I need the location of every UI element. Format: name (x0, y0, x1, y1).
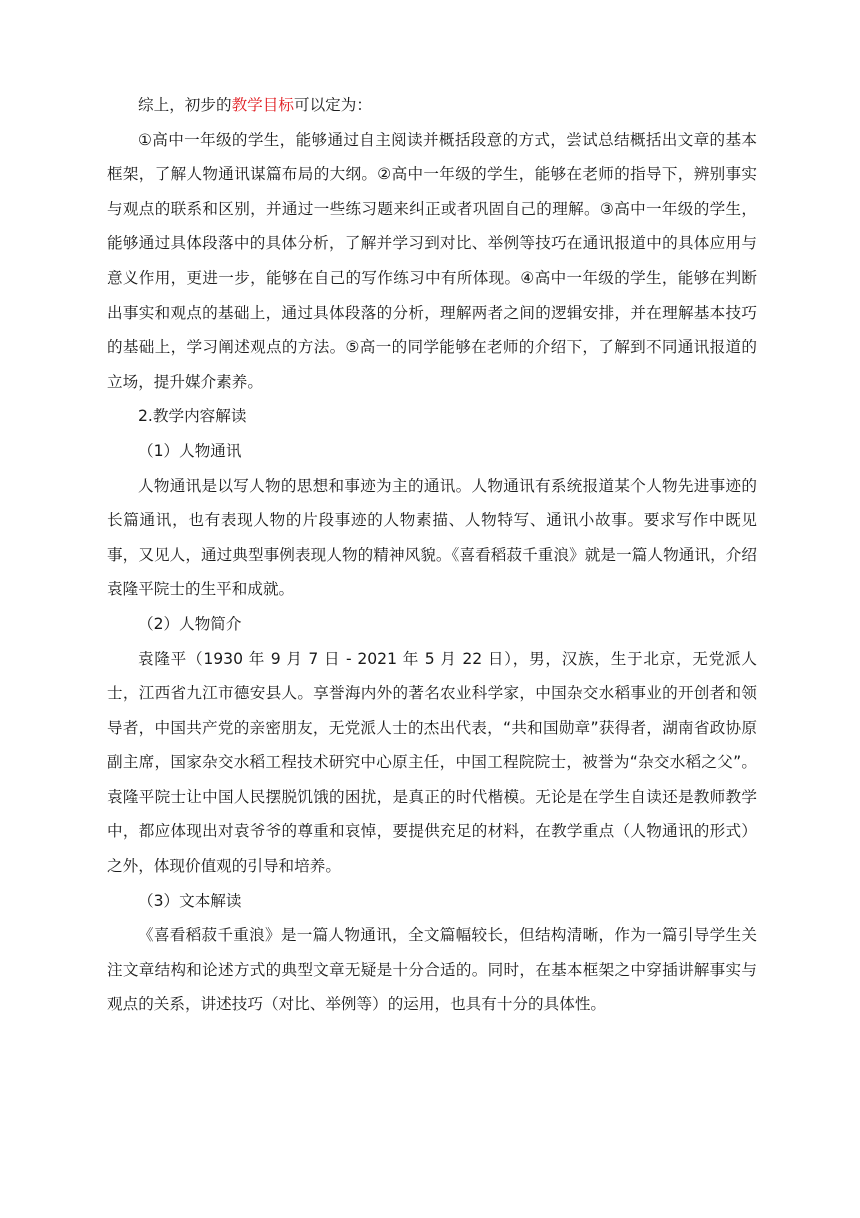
subsection-body-1: 人物通讯是以写人物的思想和事迹为主的通讯。人物通讯有系统报道某个人物先进事迹的长篇通讯，也有表现人物的片段事迹的人物素描、人物特写、通讯小故事。要求写作中既见事，又见人，通过典型事例表现人物的精神风貌。《喜看稻菽千重浪》就是一篇人物通讯，介绍袁隆平院士的生平和成就。 (107, 476, 757, 599)
subsection-body-3: 《喜看稻菽千重浪》是一篇人物通讯，全文篇幅较长，但结构清晰，作为一篇引导学生关注文章结构和论述方式的典型文章无疑是十分合适的。同时，在基本框架之中穿插讲解事实与观点的关系，讲述技巧（对比、举例等）的运用，也具有十分的具体性。 (107, 926, 757, 1014)
document-page (107, 88, 757, 1022)
goals-paragraph: ①高中一年级的学生，能够通过自主阅读并概括段意的方式，尝试总结概括出文章的基本框架，了解人物通讯谋篇布局的大纲。②高中一年级的学生，能够在老师的指导下，辨别事实与观点的联系和区别，并通过一些练习题来纠正或者巩固自己的理解。③高中一年级的学生，能够通过具体段落中的具体分析，了解并学习到对比、举例等技巧在通讯报道中的具体应用与意义作用，更进一步，能够在自己的写作练习中有所体现。④高中一年级的学生，能够在判断出事实和观点的基础上，通过具体段落的分析，理解两者之间的逻辑安排，并在理解基本技巧的基础上，学习阐述观点的方法。⑤高一的同学能够在老师的介绍下，了解到不同通讯报道的立场，提升媒介素养。 (107, 130, 757, 391)
subsection-body-2: 袁隆平（1930 年 9 月 7 日 - 2021 年 5 月 22 日），男，汉族，生于北京，无党派人士，江西省九江市德安县人。享誉海内外的著名农业科学家，中国杂交水稻事业的开创者和领导者，中国共产党的亲密朋友，无党派人士的杰出代表，“共和国勋章”获得者，湖南省政协原副主席，国家杂交水稻工程技术研究中心原主任，中国工程院院士，被誉为“杂交水稻之父”。袁隆平院士让中国人民摆脱饥饿的困扰，是真正的时代楷模。无论是在学生自读还是教师教学中，都应体现出对袁爷爷的尊重和哀悼，要提供充足的材料，在教学重点（人物通讯的形式）之外，体现价值观的引导和培养。 (107, 649, 757, 876)
subsection-heading-2: （2）人物简介 (138, 614, 242, 633)
subsection-heading-1: （1）人物通讯 (138, 441, 242, 460)
section-heading: 2.教学内容解读 (138, 407, 247, 426)
intro-line (107, 88, 757, 123)
subsection-heading-3: （3）文本解读 (138, 891, 242, 910)
teaching-goal-highlight: 教学目标 (231, 96, 294, 114)
intro-prefix: 综上，初步的 (138, 96, 232, 114)
intro-suffix: 可以定为： (293, 96, 372, 114)
